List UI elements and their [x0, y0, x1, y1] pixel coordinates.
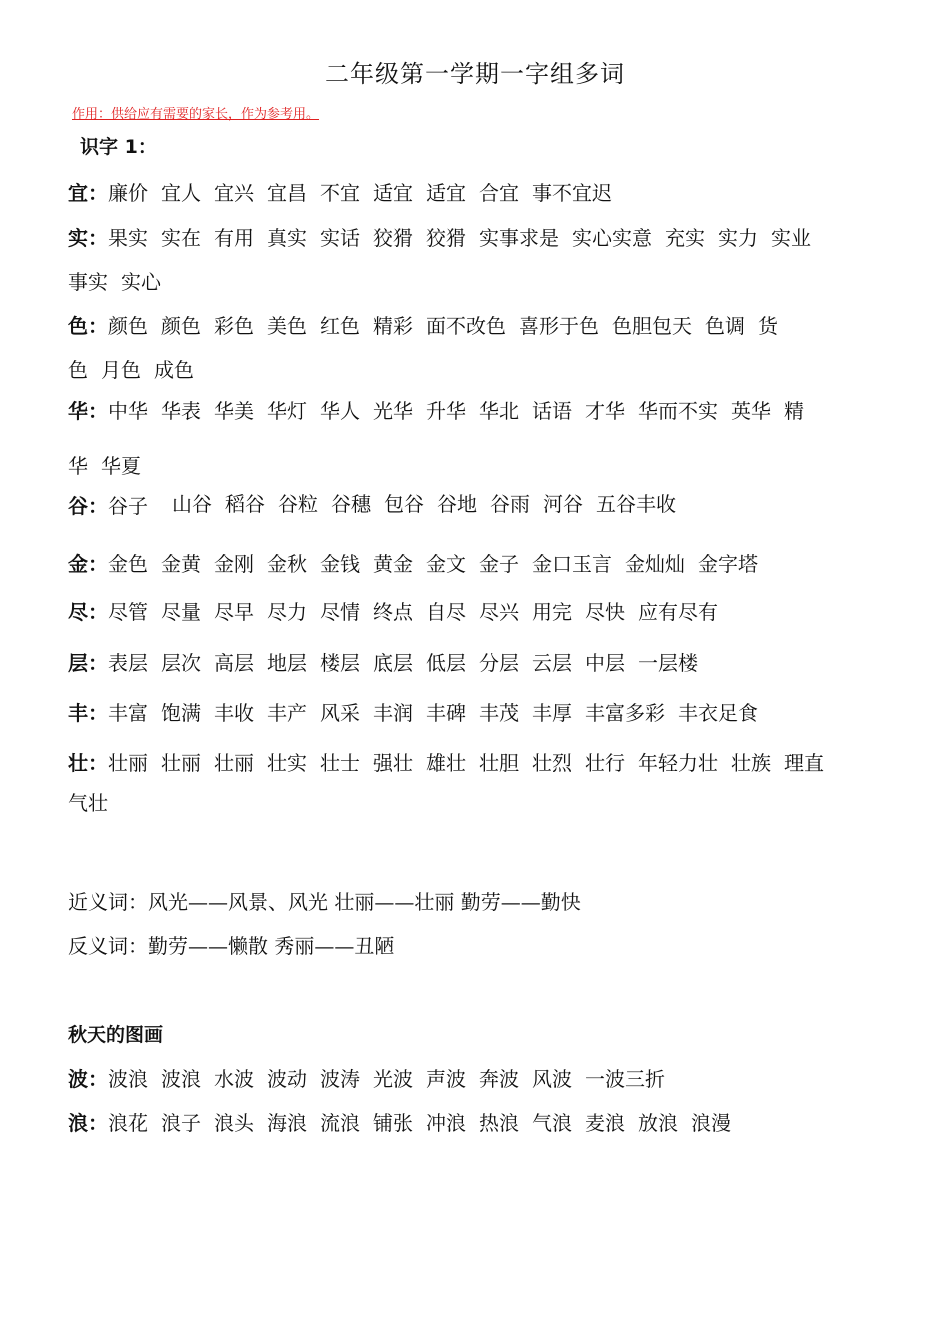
word: 宜兴: [214, 181, 254, 205]
word: 实力: [718, 226, 758, 250]
word: 浪漫: [691, 1111, 731, 1135]
word: 丰茂: [479, 701, 519, 725]
word: 实事求是: [479, 226, 559, 250]
entry-line: [68, 310, 791, 339]
word: 金子: [479, 552, 519, 576]
word: 壮丽: [108, 751, 148, 775]
word: 壮胆: [479, 751, 519, 775]
word: 颜色: [108, 314, 148, 338]
word: 波浪: [108, 1067, 148, 1091]
word: 山谷: [172, 492, 212, 516]
word: 华美: [214, 399, 254, 423]
word: 层次: [161, 651, 201, 675]
word: 波涛: [320, 1067, 360, 1091]
entry-line: [68, 787, 121, 816]
antonyms-line: 反义词：勤劳——懒散 秀丽——丑陋: [68, 934, 395, 958]
word: 自尽: [426, 600, 466, 624]
word: 精: [784, 399, 804, 423]
word: 实心实意: [572, 226, 652, 250]
word: 红色: [320, 314, 360, 338]
word: 浪花: [108, 1111, 148, 1135]
word: 谷穗: [331, 492, 371, 516]
word: 实在: [161, 226, 201, 250]
word: 尽量: [161, 600, 201, 624]
word: 有用: [214, 226, 254, 250]
word: 金色: [108, 552, 148, 576]
word: 金口玉言: [532, 552, 612, 576]
word: 稻谷: [225, 492, 265, 516]
word: 尽早: [214, 600, 254, 624]
word: 丰富: [108, 701, 148, 725]
word: 浪头: [214, 1111, 254, 1135]
word: 壮烈: [532, 751, 572, 775]
page-title: 二年级第一学期一字组多词: [325, 60, 625, 88]
word: 气壮: [68, 791, 108, 815]
entry-head-char: 波：: [68, 1067, 108, 1091]
word: 壮士: [320, 751, 360, 775]
word: 河谷: [543, 492, 583, 516]
word: 强壮: [373, 751, 413, 775]
entry-head-char: 谷：: [68, 494, 108, 518]
word: 丰富多彩: [585, 701, 665, 725]
section-heading-autumn-picture: 秋天的图画: [68, 1024, 164, 1046]
word: 谷粒: [278, 492, 318, 516]
word: 话语: [532, 399, 572, 423]
word: 海浪: [267, 1111, 307, 1135]
word: 底层: [373, 651, 413, 675]
word: 不宜: [320, 181, 360, 205]
word: 波动: [267, 1067, 307, 1091]
word: 奔波: [479, 1067, 519, 1091]
word: 中华: [108, 399, 148, 423]
word: 黄金: [373, 552, 413, 576]
word: 金黄: [161, 552, 201, 576]
word: 尽管: [108, 600, 148, 624]
word: 壮族: [731, 751, 771, 775]
entry-line: [68, 697, 771, 726]
word: 颜色: [161, 314, 201, 338]
entry-line: [68, 222, 824, 251]
word: 包谷: [384, 492, 424, 516]
word: 丰润: [373, 701, 413, 725]
word: 廉价: [108, 181, 148, 205]
word: 丰厚: [532, 701, 572, 725]
word: 五谷丰收: [596, 492, 676, 516]
word: 狡猾: [373, 226, 413, 250]
word: 实话: [320, 226, 360, 250]
word: 事实: [68, 270, 108, 294]
word: 华夏: [101, 454, 141, 478]
word: 果实: [108, 226, 148, 250]
entry-head-char: 浪：: [68, 1111, 108, 1135]
entry-line: [68, 1063, 678, 1092]
word: 壮丽: [161, 751, 201, 775]
word: 流浪: [320, 1111, 360, 1135]
word: 实心: [121, 270, 161, 294]
entry-line: [68, 548, 771, 577]
word: 丰产: [267, 701, 307, 725]
entry-line: [68, 177, 625, 206]
word: 实业: [771, 226, 811, 250]
entry-head-char: 华：: [68, 399, 108, 423]
word: 饱满: [161, 701, 201, 725]
word: 年轻力壮: [638, 751, 718, 775]
usage-note: 作用：供给应有需要的家长，作为参考用。: [72, 107, 320, 122]
word: 中层: [585, 651, 625, 675]
word: 金字塔: [698, 552, 758, 576]
word: 放浪: [638, 1111, 678, 1135]
word: 气浪: [532, 1111, 572, 1135]
word: 美色: [267, 314, 307, 338]
word: 表层: [108, 651, 148, 675]
word: 终点: [373, 600, 413, 624]
section-heading-lesson-1: 识字 1：: [80, 136, 157, 158]
word: 壮实: [267, 751, 307, 775]
entry-line: [68, 596, 731, 625]
word: 楼层: [320, 651, 360, 675]
entry-line: [68, 450, 154, 479]
word: 冲浪: [426, 1111, 466, 1135]
word: 光波: [373, 1067, 413, 1091]
entry-line: [68, 1107, 744, 1136]
word: 金钱: [320, 552, 360, 576]
word: 宜人: [161, 181, 201, 205]
word: 雄壮: [426, 751, 466, 775]
word: 金灿灿: [625, 552, 685, 576]
word: 色调: [705, 314, 745, 338]
word: 理直: [784, 751, 824, 775]
word: 风采: [320, 701, 360, 725]
entry-line: [68, 647, 711, 676]
word: 壮丽: [214, 751, 254, 775]
word: 精彩: [373, 314, 413, 338]
entry-line: [68, 490, 161, 519]
word: 月色: [101, 358, 141, 382]
word: 尽快: [585, 600, 625, 624]
word: 华而不实: [638, 399, 718, 423]
word: 货: [758, 314, 778, 338]
word: 低层: [426, 651, 466, 675]
word: 尽情: [320, 600, 360, 624]
word: 地层: [267, 651, 307, 675]
word: 热浪: [479, 1111, 519, 1135]
word: 麦浪: [585, 1111, 625, 1135]
entry-head-char: 实：: [68, 226, 108, 250]
word: 金文: [426, 552, 466, 576]
word: 谷地: [437, 492, 477, 516]
word: 华表: [161, 399, 201, 423]
word: 水波: [214, 1067, 254, 1091]
word: 壮行: [585, 751, 625, 775]
word: 色胆包天: [612, 314, 692, 338]
synonyms-line: 近义词：风光——风景、风光 壮丽——壮丽 勤劳——勤快: [68, 890, 581, 914]
word: 升华: [426, 399, 466, 423]
word: 分层: [479, 651, 519, 675]
word: 适宜: [373, 181, 413, 205]
word: 光华: [373, 399, 413, 423]
entry-line: [68, 354, 207, 383]
word: 事不宜迟: [532, 181, 612, 205]
word: 色: [68, 358, 88, 382]
word: 丰收: [214, 701, 254, 725]
word: 狡猾: [426, 226, 466, 250]
word: 英华: [731, 399, 771, 423]
entry-head-char: 壮：: [68, 751, 108, 775]
word: 金刚: [214, 552, 254, 576]
entry-line: [68, 747, 837, 776]
word: 合宜: [479, 181, 519, 205]
word: 宜昌: [267, 181, 307, 205]
word: 尽力: [267, 600, 307, 624]
entry-line-raised: [172, 488, 689, 517]
entry-head-char: 丰：: [68, 701, 108, 725]
word: 高层: [214, 651, 254, 675]
word: 喜形于色: [519, 314, 599, 338]
entry-head-char: 宜：: [68, 181, 108, 205]
word: 才华: [585, 399, 625, 423]
word: 谷子: [108, 494, 148, 518]
word: 成色: [154, 358, 194, 382]
word: 丰碑: [426, 701, 466, 725]
word: 浪子: [161, 1111, 201, 1135]
word: 尽兴: [479, 600, 519, 624]
word: 华人: [320, 399, 360, 423]
word: 真实: [267, 226, 307, 250]
entry-line: [68, 395, 817, 424]
word: 声波: [426, 1067, 466, 1091]
word: 适宜: [426, 181, 466, 205]
word: 用完: [532, 600, 572, 624]
word: 充实: [665, 226, 705, 250]
entry-head-char: 层：: [68, 651, 108, 675]
word: 波浪: [161, 1067, 201, 1091]
word: 华: [68, 454, 88, 478]
word: 风波: [532, 1067, 572, 1091]
word: 华北: [479, 399, 519, 423]
word: 一波三折: [585, 1067, 665, 1091]
word: 金秋: [267, 552, 307, 576]
entry-head-char: 尽：: [68, 600, 108, 624]
word: 面不改色: [426, 314, 506, 338]
word: 彩色: [214, 314, 254, 338]
entry-line: [68, 266, 174, 295]
word: 谷雨: [490, 492, 530, 516]
word: 铺张: [373, 1111, 413, 1135]
word: 云层: [532, 651, 572, 675]
word: 应有尽有: [638, 600, 718, 624]
entry-head-char: 色：: [68, 314, 108, 338]
entry-head-char: 金：: [68, 552, 108, 576]
word: 华灯: [267, 399, 307, 423]
word: 一层楼: [638, 651, 698, 675]
word: 丰衣足食: [678, 701, 758, 725]
